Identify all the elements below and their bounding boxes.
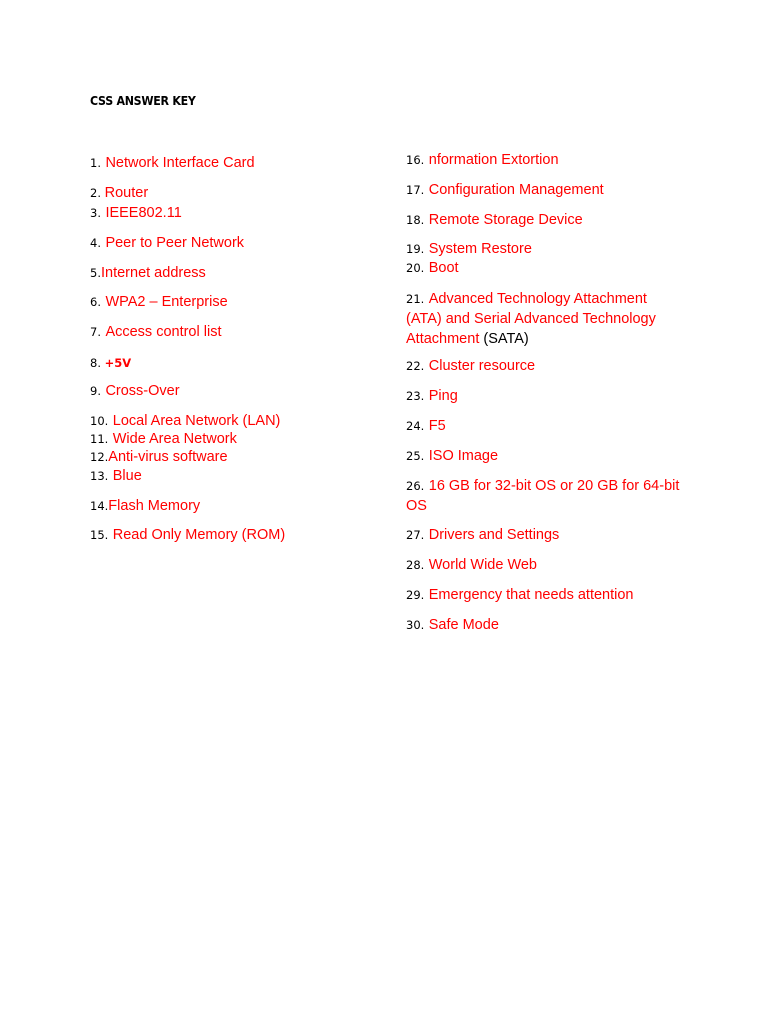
item-answer: Router (104, 185, 149, 201)
item-number: 5. (90, 266, 101, 280)
answer-item-18 (406, 211, 583, 229)
answer-item-22 (406, 357, 535, 375)
page-title: CSS ANSWER KEY (90, 94, 196, 108)
item-answer: Network Interface Card (105, 155, 255, 171)
item-answer: 16 GB for 32-bit OS or 20 GB for 64-bit OS (406, 478, 680, 514)
item-number: 21. (406, 292, 425, 306)
answer-item-21 (406, 289, 686, 349)
answer-item-19 (406, 240, 532, 258)
item-number: 9. (90, 384, 101, 398)
answer-item-6 (90, 293, 228, 311)
answer-item-29 (406, 586, 634, 604)
item-answer: Emergency that needs attention (428, 587, 634, 603)
answer-item-26 (406, 476, 686, 516)
item-answer: World Wide Web (428, 557, 537, 573)
item-number: 28. (406, 558, 425, 572)
item-number: 25. (406, 449, 425, 463)
item-number: 27. (406, 528, 425, 542)
answer-item-14 (90, 497, 200, 515)
item-number: 7. (90, 325, 101, 339)
answer-item-3 (90, 204, 182, 222)
answer-item-11 (90, 430, 237, 448)
item-answer: Configuration Management (428, 182, 604, 198)
item-number: 20. (406, 261, 425, 275)
answer-item-5 (90, 264, 206, 282)
answer-item-12 (90, 448, 228, 466)
answer-item-30 (406, 616, 499, 634)
item-number: 26. (406, 479, 425, 493)
item-answer: nformation Extortion (428, 152, 559, 168)
item-number: 23. (406, 389, 425, 403)
item-number: 1. (90, 156, 101, 170)
answer-item-17 (406, 181, 604, 199)
item-number: 22. (406, 359, 425, 373)
item-answer: Wide Area Network (112, 431, 237, 447)
answer-item-10 (90, 412, 280, 430)
item-number: 3. (90, 206, 101, 220)
answer-item-20 (406, 259, 459, 277)
item-answer: Cluster resource (428, 358, 536, 374)
answer-item-15 (90, 526, 285, 544)
item-answer: IEEE802.11 (105, 205, 182, 221)
item-answer: Access control list (105, 324, 222, 340)
item-number: 18. (406, 213, 425, 227)
item-number: 2. (90, 186, 105, 200)
answer-item-23 (406, 387, 458, 405)
item-number: 8. (90, 356, 105, 370)
item-answer: Ping (428, 388, 458, 404)
item-answer: Advanced Technology Attachment (ATA) and Serial Advanced Technology Attachment (406, 291, 656, 347)
item-answer: System Restore (428, 241, 532, 257)
item-answer: ISO Image (428, 448, 499, 464)
item-number: 12. (90, 450, 109, 464)
item-answer: Anti-virus software (108, 449, 228, 465)
item-answer: Cross-Over (105, 383, 180, 399)
answer-item-24 (406, 417, 446, 435)
answer-item-9 (90, 382, 180, 400)
answer-item-28 (406, 556, 537, 574)
item-number: 10. (90, 414, 109, 428)
item-number: 30. (406, 618, 425, 632)
item-answer-suffix: (SATA) (479, 331, 529, 347)
item-number: 16. (406, 153, 425, 167)
answer-item-16 (406, 151, 559, 169)
item-number: 4. (90, 236, 101, 250)
item-answer: Local Area Network (LAN) (112, 413, 281, 429)
answer-item-25 (406, 447, 498, 465)
item-number: 17. (406, 183, 425, 197)
answer-item-13 (90, 467, 142, 485)
item-answer: WPA2 – Enterprise (105, 294, 228, 310)
item-answer: Remote Storage Device (428, 212, 583, 228)
item-number: 11. (90, 432, 109, 446)
answer-item-8 (90, 354, 131, 372)
item-number: 24. (406, 419, 425, 433)
item-number: 19. (406, 242, 425, 256)
item-answer: Drivers and Settings (428, 527, 560, 543)
answer-item-7 (90, 323, 221, 341)
item-answer: Boot (428, 260, 459, 276)
item-answer: Internet address (100, 265, 206, 281)
item-answer: Safe Mode (428, 617, 499, 633)
item-number: 6. (90, 295, 101, 309)
answer-item-4 (90, 234, 244, 252)
item-answer: Peer to Peer Network (105, 235, 245, 251)
item-number: 29. (406, 588, 425, 602)
item-answer: Read Only Memory (ROM) (112, 527, 286, 543)
item-number: 14. (90, 499, 109, 513)
item-answer: F5 (428, 418, 446, 434)
item-answer: Blue (112, 468, 142, 484)
item-number: 15. (90, 528, 109, 542)
answer-item-2 (90, 184, 148, 202)
answer-item-1 (90, 154, 255, 172)
item-number: 13. (90, 469, 109, 483)
answer-item-27 (406, 526, 559, 544)
item-answer: Flash Memory (108, 498, 201, 514)
item-answer: +5V (104, 356, 132, 370)
